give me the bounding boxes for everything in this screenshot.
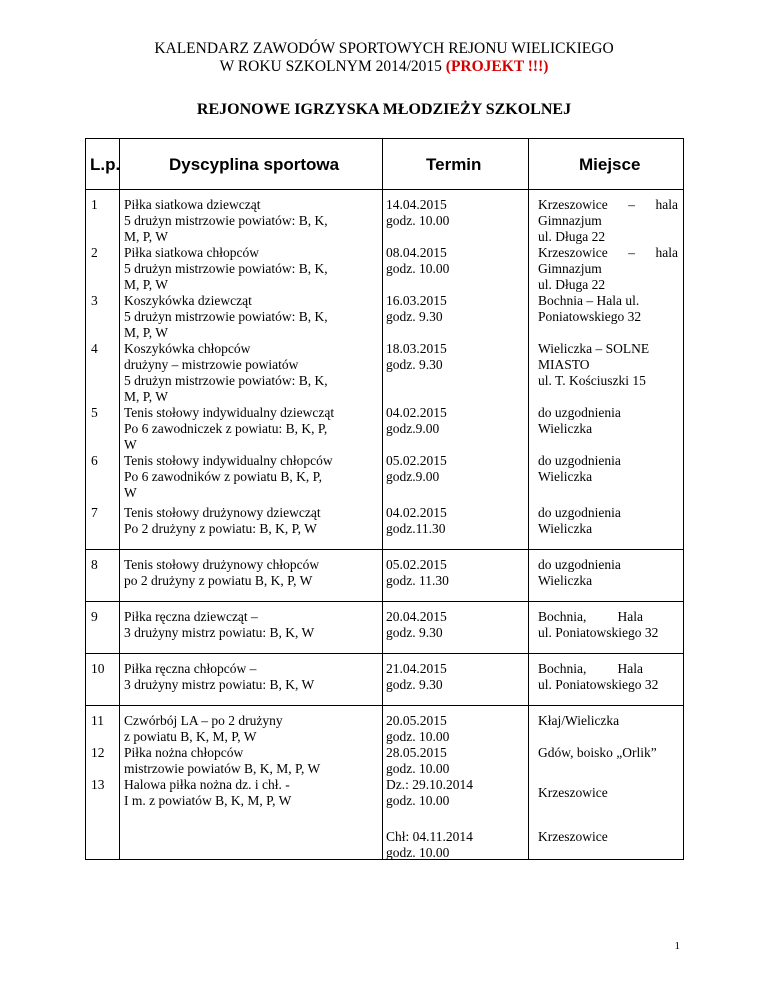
- row-8-date: 05.02.2015 godz. 11.30: [386, 557, 449, 588]
- page-number: 1: [674, 940, 680, 952]
- row-13-discipline: Halowa piłka nożna dz. i chł. - I m. z powiatów B, K, M, P, W: [124, 777, 292, 808]
- row-4-date: 18.03.2015 godz. 9.30: [386, 341, 447, 372]
- row-11-date: 20.05.2015 godz. 10.00: [386, 713, 450, 744]
- row-11-place: Kłaj/Wieliczka: [538, 713, 620, 728]
- row-13-date: Dz.: 29.10.2014 godz. 10.00 Chł: 04.11.2014 godz. 10.00: [386, 777, 473, 860]
- row-6-place: do uzgodnienia Wieliczka: [538, 453, 621, 484]
- row-3-date: 16.03.2015 godz. 9.30: [386, 293, 447, 324]
- row-4-place: Wieliczka – SOLNE MIASTO ul. T. Kościuszki 15: [538, 341, 650, 388]
- row-9-place: Bochnia, Hala ul. Poniatowskiego 32: [538, 609, 659, 640]
- row-5-place: do uzgodnienia Wieliczka: [538, 405, 621, 436]
- row-10-place: Bochnia, Hala ul. Poniatowskiego 32: [538, 661, 659, 692]
- row-5-lp: 5: [91, 405, 98, 420]
- row-2-discipline: Piłka siatkowa chłopców 5 drużyn mistrzowie powiatów: B, K, M, P, W: [124, 245, 328, 292]
- row-13-lp: 13: [91, 777, 105, 792]
- row-1-discipline: Piłka siatkowa dziewcząt 5 drużyn mistrzowie powiatów: B, K, M, P, W: [124, 197, 328, 244]
- row-3-place: Bochnia – Hala ul. Poniatowskiego 32: [538, 293, 642, 324]
- row-12-place: Gdów, boisko „Orlik”: [538, 745, 657, 760]
- row-9-discipline: Piłka ręczna dziewcząt – 3 drużyny mistrz powiatu: B, K, W: [124, 609, 315, 640]
- title-year: W ROKU SZKOLNYM 2014/2015: [219, 58, 442, 75]
- row-8-place: do uzgodnienia Wieliczka: [538, 557, 621, 588]
- row-12-date: 28.05.2015 godz. 10.00: [386, 745, 450, 776]
- row-7-place: do uzgodnienia Wieliczka: [538, 505, 621, 536]
- row-10-lp: 10: [91, 661, 105, 676]
- row-5-date: 04.02.2015 godz.9.00: [386, 405, 447, 436]
- row-6-discipline: Tenis stołowy indywidualny chłopców Po 6 zawodników z powiatu B, K, P, W: [124, 453, 333, 500]
- row-5-discipline: Tenis stołowy indywidualny dziewcząt Po 6 zawodniczek z powiatu: B, K, P, W: [124, 405, 335, 452]
- row-7-discipline: Tenis stołowy drużynowy dziewcząt Po 2 drużyny z powiatu: B, K, P, W: [124, 505, 321, 536]
- schedule-table: [85, 138, 684, 860]
- row-1-place: Krzeszowice – hala Gimnazjum ul. Długa 22: [538, 197, 678, 244]
- row-13-place: Krzeszowice Krzeszowice: [538, 785, 608, 844]
- row-3-discipline: Koszykówka dziewcząt 5 drużyn mistrzowie powiatów: B, K, M, P, W: [124, 293, 328, 340]
- row-2-lp: 2: [91, 245, 98, 260]
- row-11-lp: 11: [91, 713, 104, 728]
- col-lp: L.p.: [90, 155, 121, 174]
- col-discipline: Dyscyplina sportowa: [169, 155, 340, 174]
- doc-title-line1: KALENDARZ ZAWODÓW SPORTOWYCH REJONU WIELICKIEGO: [154, 40, 614, 57]
- row-12-discipline: Piłka nożna chłopców mistrzowie powiatów B, K, M, P, W: [124, 745, 321, 776]
- row-7-date: 04.02.2015 godz.11.30: [386, 505, 447, 536]
- col-place: Miejsce: [579, 155, 641, 174]
- row-12-lp: 12: [91, 745, 105, 760]
- row-9-date: 20.04.2015 godz. 9.30: [386, 609, 447, 640]
- row-11-discipline: Czwórbój LA – po 2 drużyny z powiatu B, K, M, P, W: [124, 713, 283, 744]
- row-2-place: Krzeszowice – hala Gimnazjum ul. Długa 22: [538, 245, 678, 292]
- row-6-lp: 6: [91, 453, 98, 468]
- project-marker: (PROJEKT !!!): [445, 58, 549, 75]
- row-8-lp: 8: [91, 557, 98, 572]
- row-7-lp: 7: [91, 505, 98, 520]
- row-2-date: 08.04.2015 godz. 10.00: [386, 245, 450, 276]
- row-8-discipline: Tenis stołowy drużynowy chłopców po 2 drużyny z powiatu B, K, P, W: [124, 557, 320, 588]
- col-date: Termin: [426, 155, 482, 174]
- row-10-date: 21.04.2015 godz. 9.30: [386, 661, 447, 692]
- row-10-discipline: Piłka ręczna chłopców – 3 drużyny mistrz powiatu: B, K, W: [124, 661, 315, 692]
- row-9-lp: 9: [91, 609, 98, 624]
- row-1-date: 14.04.2015 godz. 10.00: [386, 197, 450, 228]
- doc-subtitle: REJONOWE IGRZYSKA MŁODZIEŻY SZKOLNEJ: [196, 101, 572, 118]
- row-3-lp: 3: [91, 293, 98, 308]
- row-6-date: 05.02.2015 godz.9.00: [386, 453, 447, 484]
- row-4-discipline: Koszykówka chłopców drużyny – mistrzowie powiatów 5 drużyn mistrzowie powiatów: B, K, M, P, W: [124, 341, 328, 404]
- row-1-lp: 1: [91, 197, 98, 212]
- doc-title-line2: [0, 58, 768, 76]
- row-4-lp: 4: [91, 341, 98, 356]
